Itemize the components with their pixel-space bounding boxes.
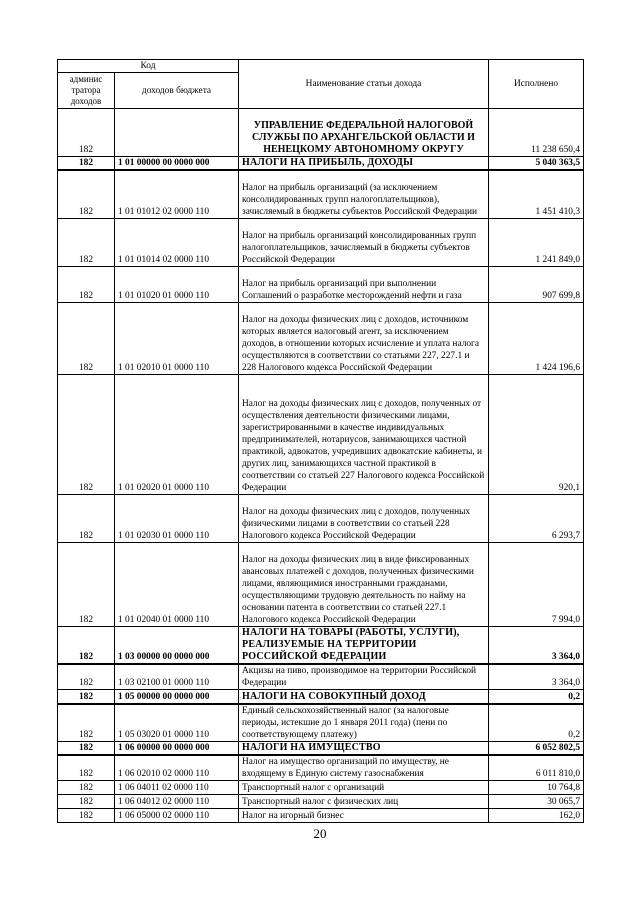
budget-code-cell: 1 01 02040 01 0000 110 xyxy=(115,542,239,626)
administrator-code-cell: 182 xyxy=(58,704,115,742)
income-item-name-cell: НАЛОГИ НА ПРИБЫЛЬ, ДОХОДЫ xyxy=(239,157,489,171)
header-row-code xyxy=(58,60,584,73)
executed-amount-cell: 920,1 xyxy=(489,374,584,494)
income-item-name-cell: Транспортный налог с физических лиц xyxy=(239,795,489,809)
budget-code-cell: 1 01 02020 01 0000 110 xyxy=(115,374,239,494)
administrator-code-cell: 182 xyxy=(58,218,115,266)
executed-amount-cell: 6 052 802,5 xyxy=(489,741,584,755)
income-item-name-cell: Налог на доходы физических лиц с доходов, источником которых является налоговый агент, за исключением доходов, в отношении которых исчисление и уплата налога осуществляются в соответствии со статьями 227, 227.1 и 228 Налогового кодекса Российской Федерации xyxy=(239,302,489,374)
table-row xyxy=(58,626,584,664)
budget-code-cell: 1 01 00000 00 0000 000 xyxy=(115,157,239,171)
table-row xyxy=(58,809,584,823)
table-row xyxy=(58,302,584,374)
executed-amount-cell: 162,0 xyxy=(489,809,584,823)
header-administrator: админис тратора доходов xyxy=(58,73,115,109)
administrator-code-cell: 182 xyxy=(58,266,115,302)
table-row xyxy=(58,374,584,494)
administrator-code-cell: 182 xyxy=(58,781,115,795)
budget-code-cell: 1 06 04012 02 0000 110 xyxy=(115,795,239,809)
income-item-name-cell: Акцизы на пиво, производимое на территории Российской Федерации xyxy=(239,664,489,690)
income-item-name-cell: Налог на прибыль организаций (за исключением консолидированных групп налогоплательщиков), зачисляемый в бюджеты субъектов Российской Федерации xyxy=(239,170,489,218)
budget-code-cell: 1 05 00000 00 0000 000 xyxy=(115,690,239,704)
executed-amount-cell: 10 764,8 xyxy=(489,781,584,795)
income-item-name-cell: Налог на прибыль организаций при выполнении Соглашений о разработке месторождений нефти и газа xyxy=(239,266,489,302)
executed-amount-cell: 3 364,0 xyxy=(489,626,584,664)
header-budget-income: доходов бюджета xyxy=(115,73,239,109)
header-code: Код xyxy=(58,60,239,73)
table-row xyxy=(58,781,584,795)
income-item-name-cell: Налог на доходы физических лиц в виде фиксированных авансовых платежей с доходов, полученных физическими лицами, являющимися иностранными гражданами, осуществляющими трудовую деятельность по найму на основании патента в соответствии со статьей 227.1 Налогового кодекса Российской Федерации xyxy=(239,542,489,626)
executed-amount-cell: 7 994,0 xyxy=(489,542,584,626)
budget-code-cell: 1 01 01020 01 0000 110 xyxy=(115,266,239,302)
table-row xyxy=(58,690,584,704)
header-executed: Исполнено xyxy=(489,60,584,109)
income-item-name-cell: Налог на игорный бизнес xyxy=(239,809,489,823)
administrator-code-cell: 182 xyxy=(58,170,115,218)
executed-amount-cell: 30 065,7 xyxy=(489,795,584,809)
table-row xyxy=(58,266,584,302)
administrator-code-cell: 182 xyxy=(58,374,115,494)
executed-amount-cell: 1 241 849,0 xyxy=(489,218,584,266)
administrator-code-cell: 182 xyxy=(58,755,115,781)
income-item-name-cell: НАЛОГИ НА ТОВАРЫ (РАБОТЫ, УСЛУГИ), РЕАЛИЗУЕМЫЕ НА ТЕРРИТОРИИ РОССИЙСКОЙ ФЕДЕРАЦИИ xyxy=(239,626,489,664)
budget-code-cell: 1 06 00000 00 0000 000 xyxy=(115,741,239,755)
executed-amount-cell: 1 451 410,3 xyxy=(489,170,584,218)
page-number: 20 xyxy=(313,826,327,841)
budget-code-cell: 1 06 02010 02 0000 110 xyxy=(115,755,239,781)
budget-code-cell: 1 01 01012 02 0000 110 xyxy=(115,170,239,218)
income-item-name-cell: Налог на доходы физических лиц с доходов, полученных физическими лицами в соответствии со статьей 228 Налогового кодекса Российской Федерации xyxy=(239,494,489,542)
table-row xyxy=(58,494,584,542)
income-item-name-cell: Транспортный налог с организаций xyxy=(239,781,489,795)
administrator-code-cell: 182 xyxy=(58,626,115,664)
income-item-name-cell: Единый сельскохозяйственный налог (за налоговые периоды, истекшие до 1 января 2011 года) (пени по соответствующему платежу) xyxy=(239,704,489,742)
executed-amount-cell: 907 699,8 xyxy=(489,266,584,302)
budget-code-cell: 1 05 03020 01 0000 110 xyxy=(115,704,239,742)
administrator-code-cell: 182 xyxy=(58,302,115,374)
executed-amount-cell: 3 364,0 xyxy=(489,664,584,690)
budget-code-cell: 1 01 02030 01 0000 110 xyxy=(115,494,239,542)
budget-code-cell: 1 06 04011 02 0000 110 xyxy=(115,781,239,795)
administrator-code-cell: 182 xyxy=(58,809,115,823)
table-row xyxy=(58,704,584,742)
budget-code-cell: 1 01 01014 02 0000 110 xyxy=(115,218,239,266)
table-row xyxy=(58,109,584,157)
executed-amount-cell: 6 011 810,0 xyxy=(489,755,584,781)
table-row xyxy=(58,664,584,690)
budget-code-cell xyxy=(115,109,239,157)
administrator-code-cell: 182 xyxy=(58,157,115,171)
income-item-name-cell: НАЛОГИ НА СОВОКУПНЫЙ ДОХОД xyxy=(239,690,489,704)
table-row xyxy=(58,542,584,626)
header-item-name: Наименование статьи дохода xyxy=(239,60,489,109)
table-row xyxy=(58,218,584,266)
administrator-code-cell: 182 xyxy=(58,494,115,542)
administrator-code-cell: 182 xyxy=(58,690,115,704)
table-row xyxy=(58,157,584,171)
table-row xyxy=(58,741,584,755)
administrator-code-cell: 182 xyxy=(58,795,115,809)
executed-amount-cell: 5 040 363,5 xyxy=(489,157,584,171)
budget-code-cell: 1 01 02010 01 0000 110 xyxy=(115,302,239,374)
table-row xyxy=(58,170,584,218)
income-item-name-cell: УПРАВЛЕНИЕ ФЕДЕРАЛЬНОЙ НАЛОГОВОЙ СЛУЖБЫ ПО АРХАНГЕЛЬСКОЙ ОБЛАСТИ И НЕНЕЦКОМУ АВТОНОМНОМУ ОКРУГУ xyxy=(239,109,489,157)
budget-income-table xyxy=(57,59,584,823)
income-item-name-cell: Налог на прибыль организаций консолидированных групп налогоплательщиков, зачисляемый в бюджеты субъектов Российской Федерации xyxy=(239,218,489,266)
budget-code-cell: 1 03 00000 00 0000 000 xyxy=(115,626,239,664)
income-item-name-cell: Налог на доходы физических лиц с доходов, полученных от осуществления деятельности физическими лицами, зарегистрированными в качестве индивидуальных предпринимателей, нотариусов, занимающихся частной практикой, адвокатов, учредивших адвокатские кабинеты, и других лиц, занимающихся частной практикой в соответствии со статьей 227 Налогового кодекса Российской Федерации xyxy=(239,374,489,494)
table-row xyxy=(58,755,584,781)
table-row xyxy=(58,795,584,809)
executed-amount-cell: 11 238 650,4 xyxy=(489,109,584,157)
administrator-code-cell: 182 xyxy=(58,741,115,755)
administrator-code-cell: 182 xyxy=(58,664,115,690)
administrator-code-cell: 182 xyxy=(58,542,115,626)
executed-amount-cell: 0,2 xyxy=(489,690,584,704)
executed-amount-cell: 0,2 xyxy=(489,704,584,742)
income-item-name-cell: НАЛОГИ НА ИМУЩЕСТВО xyxy=(239,741,489,755)
income-item-name-cell: Налог на имущество организаций по имуществу, не входящему в Единую систему газоснабжения xyxy=(239,755,489,781)
budget-code-cell: 1 06 05000 02 0000 110 xyxy=(115,809,239,823)
budget-code-cell: 1 03 02100 01 0000 110 xyxy=(115,664,239,690)
executed-amount-cell: 1 424 196,6 xyxy=(489,302,584,374)
administrator-code-cell: 182 xyxy=(58,109,115,157)
executed-amount-cell: 6 293,7 xyxy=(489,494,584,542)
